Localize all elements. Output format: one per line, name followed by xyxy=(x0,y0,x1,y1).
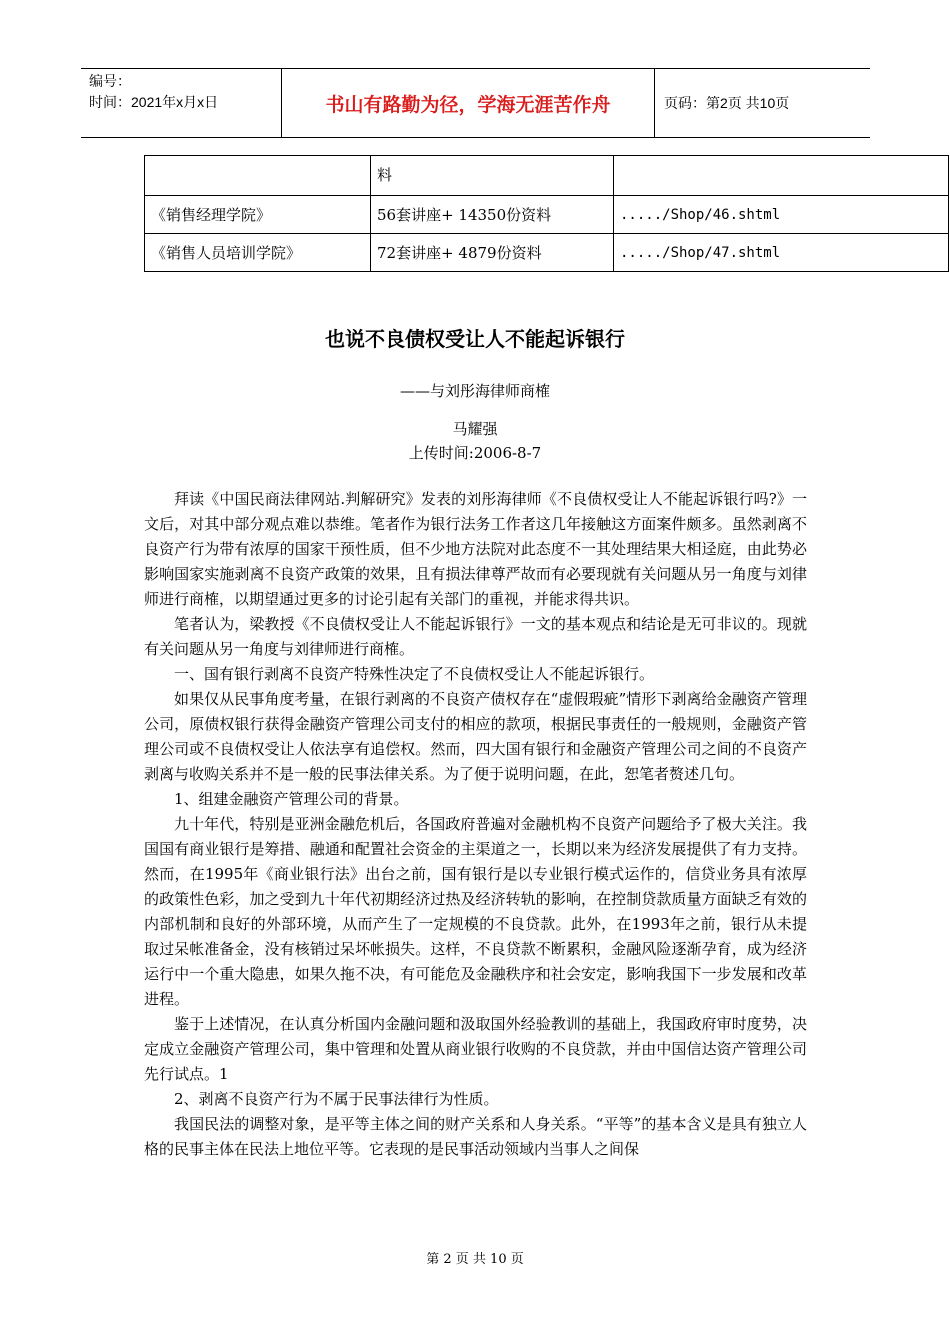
table-cell xyxy=(614,156,949,196)
table-cell-link[interactable]: ...../Shop/47.shtml xyxy=(614,234,949,272)
paragraph: 九十年代，特别是亚洲金融危机后，各国政府普遍对金融机构不良资产问题给予了极大关注。我国国有商业银行是筹措、融通和配置社会资金的主渠道之一，长期以来为经济发展提供了有力支持。然而，在1995年《商业银行法》出台之前，国有银行是以专业银行模式运作的，信贷业务具有浓厚的政策性色彩，加之受到九十年代初期经济过热及经济转轨的影响，在控制贷款质量方面缺乏有效的内部机制和良好的外部环境，从而产生了一定规模的不良贷款。此外，在1993年之前，银行从未提取过呆帐准备金，没有核销过呆坏帐损失。这样，不良贷款不断累积，金融风险逐渐孕育，成为经济运行中一个重大隐患，如果久拖不决，有可能危及金融秩序和社会安定，影响我国下一步发展和改革进程。 xyxy=(144,815,807,1008)
paragraph: 一、国有银行剥离不良资产特殊性决定了不良债权受让人不能起诉银行。 xyxy=(174,665,655,683)
table-row xyxy=(145,196,949,234)
paragraph: 我国民法的调整对象，是平等主体之间的财产关系和人身关系。“平等”的基本含义是具有独立人格的民事主体在民法上地位平等。它表现的是民事活动领域内当事人之间保 xyxy=(144,1115,807,1158)
article-body xyxy=(144,487,807,1162)
header-number-label: 编号： xyxy=(89,73,131,89)
paragraph: 笔者认为，梁教授《不良债权受让人不能起诉银行》一文的基本观点和结论是无可非议的。现就有关问题从另一角度与刘律师进行商榷。 xyxy=(144,615,807,658)
article-title: 也说不良债权受让人不能起诉银行 xyxy=(325,327,625,351)
header-meta xyxy=(81,69,282,137)
table-row xyxy=(145,234,949,272)
page-header xyxy=(81,68,870,138)
header-date: 时间：2021年x月x日 xyxy=(89,94,219,110)
paragraph: 拜读《中国民商法律网站.判解研究》发表的刘彤海律师《不良债权受让人不能起诉银行吗?》一文后，对其中部分观点难以恭维。笔者作为银行法务工作者这几年接触这方面案件颇多。虽然剥离不良资产行为带有浓厚的国家干预性质，但不少地方法院对此态度不一其处理结果大相迳庭，由此势必影响国家实施剥离不良资产政策的效果，且有损法律尊严故而有必要现就有关问题从另一角度与刘律师进行商榷，以期望通过更多的讨论引起有关部门的重视，并能求得共识。 xyxy=(144,490,807,608)
paragraph: 鉴于上述情况，在认真分析国内金融问题和汲取国外经验教训的基础上，我国政府审时度势，决定成立金融资产管理公司，集中管理和处置从商业银行收购的不良贷款，并由中国信达资产管理公司先行试点。1 xyxy=(144,1015,807,1083)
table-cell: 《销售经理学院》 xyxy=(145,196,371,234)
table-cell: 料 xyxy=(371,156,614,196)
table-cell-link[interactable]: ...../Shop/46.shtml xyxy=(614,196,949,234)
header-motto: 书山有路勤为径，学海无涯苦作舟 xyxy=(282,69,655,137)
table-cell xyxy=(145,156,371,196)
article-upload-time: 上传时间:2006-8-7 xyxy=(408,444,542,462)
table-cell: 72套讲座+ 4879份资料 xyxy=(371,234,614,272)
resource-table xyxy=(144,155,949,272)
paragraph: 2、剥离不良资产行为不属于民事法律行为性质。 xyxy=(174,1090,499,1108)
header-page-info: 页码：第2页 共10页 xyxy=(664,95,790,111)
paragraph: 如果仅从民事角度考量，在银行剥离的不良资产债权存在“虚假瑕疵”情形下剥离给金融资产管理公司，原债权银行获得金融资产管理公司支付的相应的款项，根据民事责任的一般规则，金融资产管理公司或不良债权受让人依法享有追偿权。然而，四大国有银行和金融资产管理公司之间的不良资产剥离与收购关系并不是一般的民事法律关系。为了便于说明问题，在此，恕笔者赘述几句。 xyxy=(144,690,807,783)
table-cell: 56套讲座+ 14350份资料 xyxy=(371,196,614,234)
table-row xyxy=(145,156,949,196)
article-subtitle: ——与刘彤海律师商榷 xyxy=(399,382,550,400)
article-author: 马耀强 xyxy=(452,420,498,438)
table-cell: 《销售人员培训学院》 xyxy=(145,234,371,272)
paragraph: 1、组建金融资产管理公司的背景。 xyxy=(174,790,409,808)
page-footer: 第 2 页 共 10 页 xyxy=(426,1252,524,1267)
